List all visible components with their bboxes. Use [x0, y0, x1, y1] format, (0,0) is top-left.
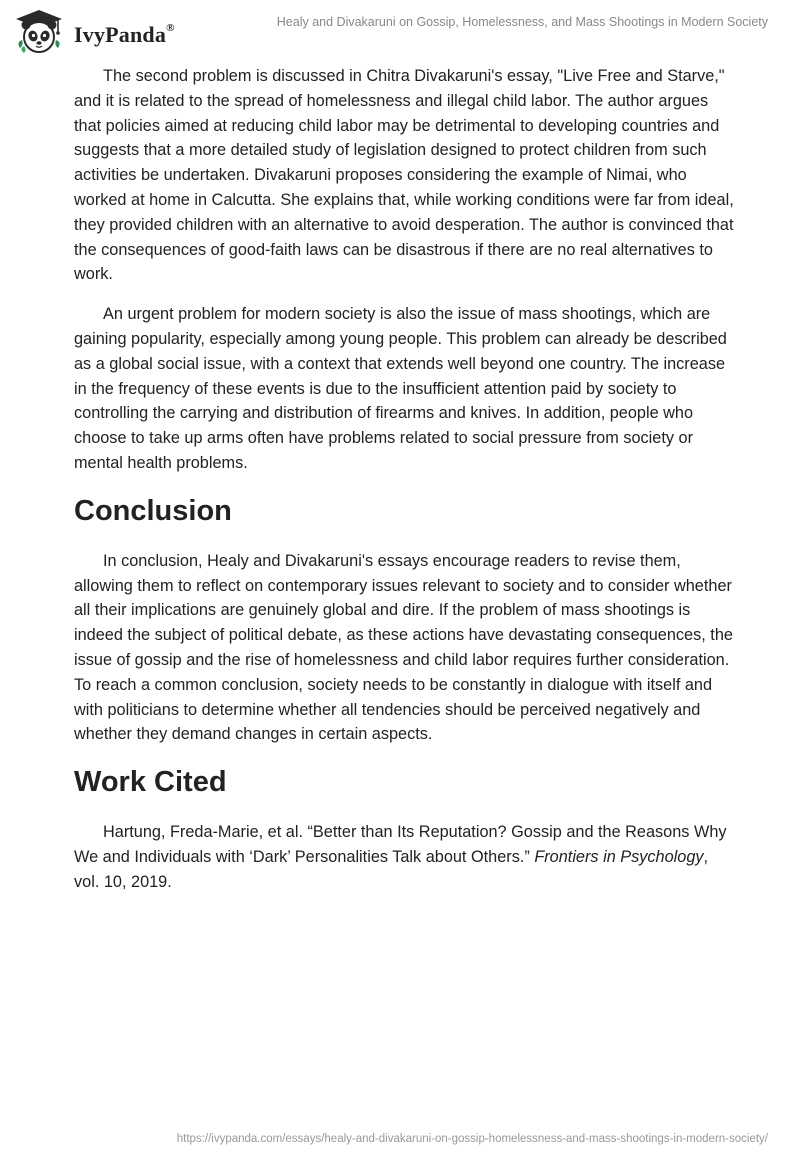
essay-content — [74, 64, 734, 895]
panda-graduation-cap-icon — [14, 8, 64, 56]
source-url[interactable]: https://ivypanda.com/essays/healy-and-divakaruni-on-gossip-homelessness-and-mass-shootings-in-modern-society/ — [176, 1133, 768, 1145]
citation-entry — [74, 820, 734, 894]
conclusion-paragraph: In conclusion, Healy and Divakaruni's essays encourage readers to revise them, allowing them to reflect on contemporary issues relevant to society and to consider whether all their implications are genuinely global and dire. If the problem of mass shootings is indeed the subject of political debate, as these actions have devastating consequences, the issue of gossip and the rise of homelessness and child labor requires further consideration. To reach a common conclusion, society needs to be constantly in dialogue with itself and with politicians to determine whether all tendencies should be perceived negatively and whether they demand changes in certain aspects. — [74, 551, 733, 744]
works-cited-heading: Work Cited — [74, 766, 227, 799]
citation-journal: Frontiers in Psychology — [534, 847, 704, 866]
citation-text: Hartung, Freda-Marie, et al. “Better than Its Reputation? Gossip and the Reasons Why We and Individuals with ‘Dark’ Personalities Talk about Others.” — [74, 823, 727, 866]
ivypanda-logo[interactable] — [14, 8, 224, 56]
body-paragraph: An urgent problem for modern society is also the issue of mass shootings, which are gaining popularity, especially among young people. This problem can already be described as a global social issue, with a context that extends well beyond one country. The increase in the frequency of these events is due to the insufficient attention paid by society to controlling the carrying and distribution of firearms and knives. In addition, people who choose to take up arms often have problems related to social pressure from society or mental health problems. — [74, 305, 727, 472]
body-paragraph: The second problem is discussed in Chitra Divakaruni's essay, "Live Free and Starve," and it is related to the spread of homelessness and illegal child labor. The author argues that policies aimed at reducing child labor may be detrimental to developing countries and suggests that a more detailed study of legislation designed to protect children from such activities be undertaken. Divakaruni proposes considering the example of Nimai, who worked at home in Calcutta. She explains that, while working conditions were far from ideal, they provided children with an alternative to avoid desperation. The author is convinced that the consequences of good-faith laws can be disastrous if there are no real alternatives to work. — [74, 67, 734, 284]
conclusion-heading: Conclusion — [74, 494, 232, 527]
page-header — [0, 0, 800, 60]
brand-name: IvyPanda® — [74, 21, 175, 47]
document-title: Healy and Divakaruni on Gossip, Homelessness, and Mass Shootings in Modern Society — [276, 15, 768, 29]
citation-tail: , vol. 10, 2019. — [74, 847, 709, 891]
